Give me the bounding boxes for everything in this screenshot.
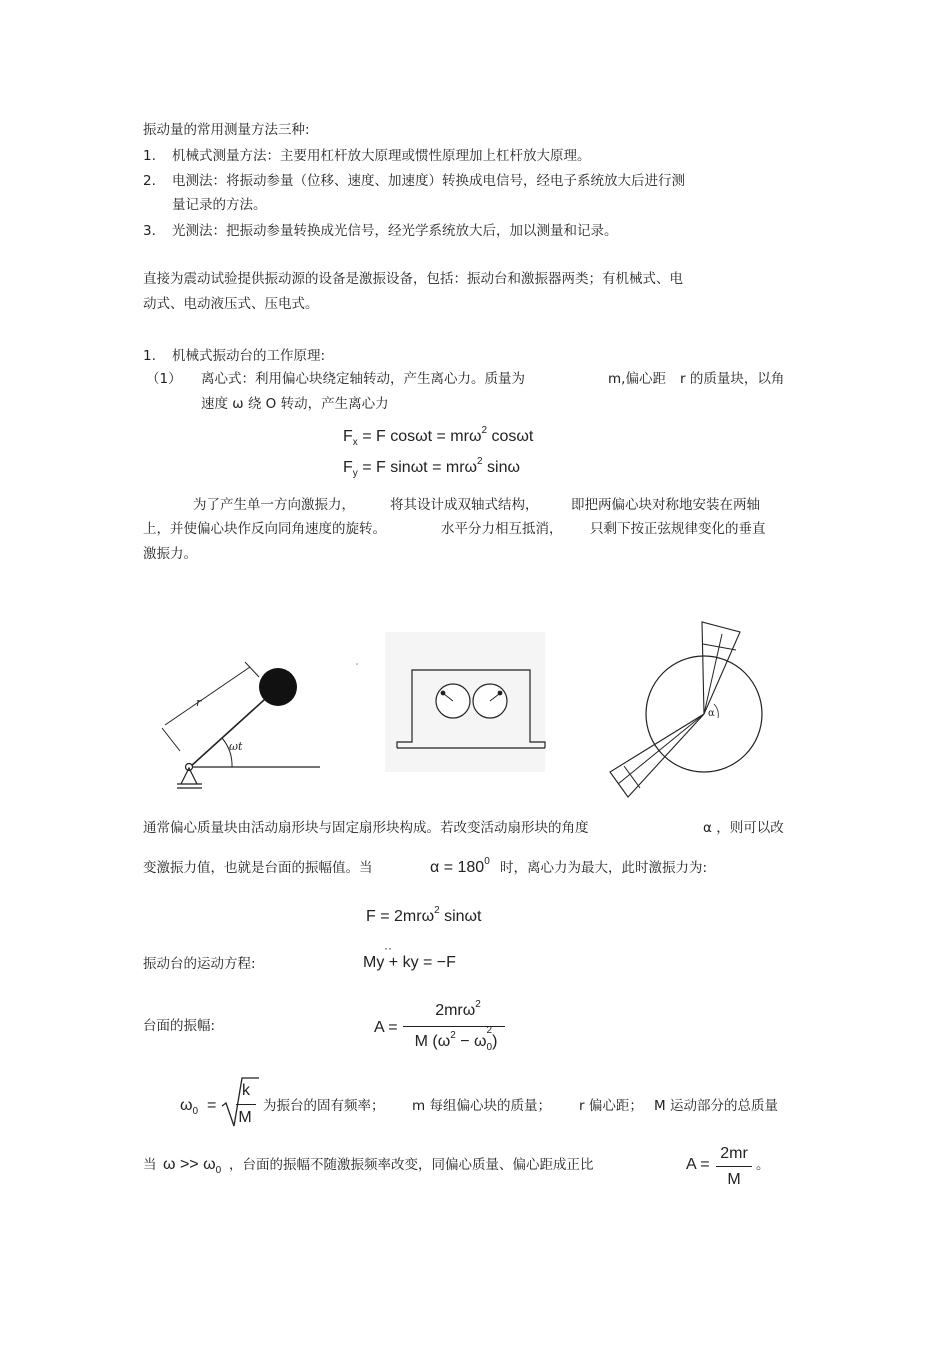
double-dot: ·· <box>384 941 392 955</box>
final-numerator: 2mr <box>720 1145 748 1162</box>
subsection-number: （1） <box>146 371 182 387</box>
amplitude-label: 台面的振幅: <box>143 1018 216 1034</box>
list-item: 电测法：将振动参量（位移、速度、加速度）转换成电信号，经电子系统放大后进行测 <box>172 173 685 189</box>
final-condition: $\omega >> \omega_0$ <box>163 1156 222 1176</box>
amplitude-numerator: 2mrω$^2$ <box>435 999 481 1019</box>
final-lhs: A = <box>686 1156 710 1173</box>
paragraph-line: 为了产生单一方向激振力， <box>193 497 355 513</box>
paragraph-line: 时，离心力为最大，此时激振力为: <box>500 860 708 876</box>
paragraph-line: 上，并使偏心块作反向同角速度的旋转。 <box>143 521 386 537</box>
list-item-number: 2. <box>143 173 156 189</box>
fraction-bar <box>236 1104 256 1105</box>
final-text: 当 <box>143 1157 157 1173</box>
paragraph-line: 水平分力相互抵消， <box>441 521 563 537</box>
definition-text: M 运动部分的总质量 <box>654 1098 778 1114</box>
definition-text: 为振台的固有频率； <box>263 1098 385 1114</box>
section-title: 机械式振动台的工作原理: <box>172 348 326 364</box>
eccentric-mass-figure <box>150 650 330 790</box>
equation-max-force: F = 2mrω$^2$ sinωt <box>366 905 482 925</box>
definition-text: m 每组偏心块的质量； <box>412 1098 551 1114</box>
motion-label: 振动台的运动方程: <box>143 956 256 972</box>
final-text: ，台面的振幅不随激振频率改变，同偏心质量、偏心距成正比 <box>229 1157 594 1173</box>
section-number: 1. <box>143 348 156 364</box>
final-denominator: M <box>727 1171 741 1188</box>
alpha-condition: $\alpha = 180^0$ <box>430 856 490 876</box>
list-item-number: 3. <box>143 223 156 239</box>
dual-axis-figure <box>355 630 565 790</box>
subsection-text: m,偏心距 <box>608 371 666 387</box>
intro-heading: 振动量的常用测量方法三种: <box>143 122 310 138</box>
omega0-lhs: $\omega_0$ <box>180 1097 199 1117</box>
paragraph-line: 动式、电动液压式、压电式。 <box>143 296 319 312</box>
angle-label: ωt <box>229 740 243 753</box>
omega0-equals: = <box>207 1097 217 1114</box>
list-item: 光测法：把振动参量转换成光信号，经光学系统放大后，加以测量和记录。 <box>172 223 618 239</box>
list-item-number: 1. <box>143 148 156 164</box>
paragraph-line: 直接为震动试验提供振动源的设备是激振设备，包括：振动台和激振器两类；有机械式、电 <box>143 271 683 287</box>
paragraph-line: 通常偏心质量块由活动扇形块与固定扇形块构成。若改变活动扇形块的角度 <box>143 820 589 836</box>
paragraph-line: 激振力。 <box>143 546 197 562</box>
paragraph-line: 变激振力值，也就是台面的振幅值。当 <box>143 860 373 876</box>
paragraph-line: 将其设计成双轴式结构， <box>390 497 539 513</box>
final-text: 。 <box>756 1157 770 1173</box>
sqrt-denominator: M <box>238 1109 252 1126</box>
subsection-text: r 的质量块，以角 <box>680 371 785 387</box>
equation-fx: $F_x = F$ cosωt = mrω$^2$ cosωt <box>343 425 534 448</box>
paragraph-line: α ，则可以改 <box>703 820 784 836</box>
list-item-continuation: 量记录的方法。 <box>172 197 267 213</box>
paragraph-line: 只剩下按正弦规律变化的垂直 <box>590 521 766 537</box>
motion-equation: My + ky = −F <box>363 954 456 971</box>
alpha-label: α <box>708 708 715 719</box>
amplitude-denominator: M ($\omega^2 - \omega$ 2 $_0$) <box>414 1025 498 1053</box>
sector-block-figure <box>600 612 750 802</box>
amplitude-lhs: A = <box>374 1019 398 1036</box>
sqrt-numerator: k <box>242 1082 250 1099</box>
radius-label: r <box>196 696 202 709</box>
definition-text: r 偏心距； <box>579 1098 643 1114</box>
list-item: 机械式测量方法：主要用杠杆放大原理或惯性原理加上杠杆放大原理。 <box>172 148 591 164</box>
subsection-text: 离心式：利用偏心块绕定轴转动，产生离心力。质量为 <box>201 371 525 387</box>
paragraph-line: 即把两偏心块对称地安装在两轴 <box>571 497 760 513</box>
equation-fy: $F_y = F$ sinωt = mrω$^2$ sinω <box>343 456 520 479</box>
subsection-text: 速度 ω 绕 O 转动，产生离心力 <box>201 396 389 412</box>
fraction-bar <box>716 1166 752 1167</box>
